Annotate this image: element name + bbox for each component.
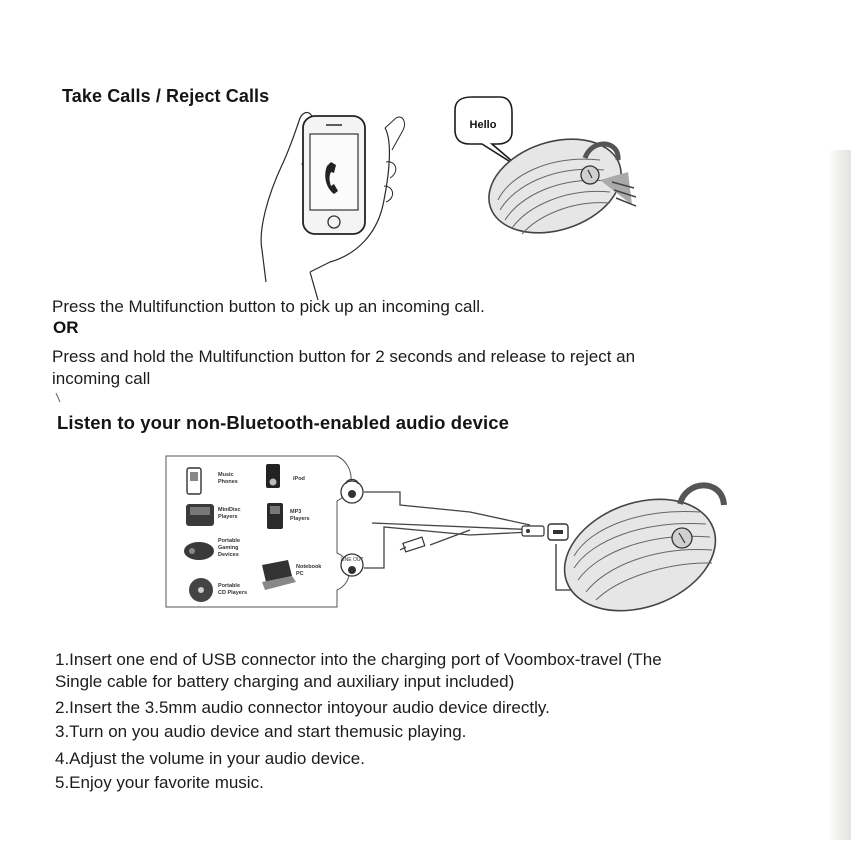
- usb-connector-icon: [400, 537, 425, 552]
- svg-text:LINE OUT: LINE OUT: [340, 557, 364, 563]
- step-4: 4.Adjust the volume in your audio device.: [55, 749, 365, 768]
- heading-listen-audio: Listen to your non-Bluetooth-enabled audio device: [57, 412, 509, 433]
- svg-text:MiniDisc: MiniDisc: [218, 507, 241, 513]
- svg-text:MP3: MP3: [290, 509, 302, 515]
- svg-text:Portable: Portable: [218, 583, 241, 589]
- mini-usb-connector-icon: [522, 526, 544, 536]
- svg-text:Players: Players: [290, 516, 310, 522]
- step-1-line2: Single cable for battery charging and auxiliary input included): [55, 672, 515, 691]
- aux-usb-cable: [364, 492, 540, 568]
- bubble-text: Hello: [469, 119, 497, 131]
- or-label: OR: [53, 318, 79, 337]
- svg-text:Notebook: Notebook: [296, 564, 322, 570]
- audio-devices-panel: [166, 456, 364, 607]
- step-5: 5.Enjoy your favorite music.: [55, 773, 264, 792]
- instruction-reject-call-line1: Press and hold the Multifunction button for 2 seconds and release to reject an: [52, 347, 636, 366]
- line-out-jack-icon: [340, 554, 363, 576]
- svg-text:Phones: Phones: [218, 479, 238, 485]
- svg-text:Gaming: Gaming: [218, 545, 239, 551]
- svg-text:Devices: Devices: [218, 552, 239, 558]
- heading-take-calls: Take Calls / Reject Calls: [62, 86, 270, 106]
- step-2: 2.Insert the 3.5mm audio connector intoyour audio device directly.: [55, 698, 550, 717]
- svg-text:CD Players: CD Players: [218, 590, 248, 596]
- svg-text:Portable: Portable: [218, 538, 241, 544]
- gaming-device-icon: [184, 542, 214, 560]
- svg-text:Music: Music: [218, 472, 234, 478]
- svg-text:iPod: iPod: [293, 476, 305, 482]
- svg-text:Players: Players: [218, 514, 238, 520]
- step-3: 3.Turn on you audio device and start themusic playing.: [55, 722, 467, 741]
- instruction-reject-call-line2: incoming call: [52, 369, 151, 388]
- step-1-line1: 1.Insert one end of USB connector into the charging port of Voombox-travel (The: [55, 650, 662, 669]
- speech-bubble: [455, 97, 520, 168]
- speaker-illustration-bottom: [549, 479, 731, 630]
- phone-icon: [303, 116, 365, 234]
- svg-text:PC: PC: [296, 571, 304, 577]
- instruction-answer-call: Press the Multifunction button to pick up an incoming call.: [52, 297, 485, 316]
